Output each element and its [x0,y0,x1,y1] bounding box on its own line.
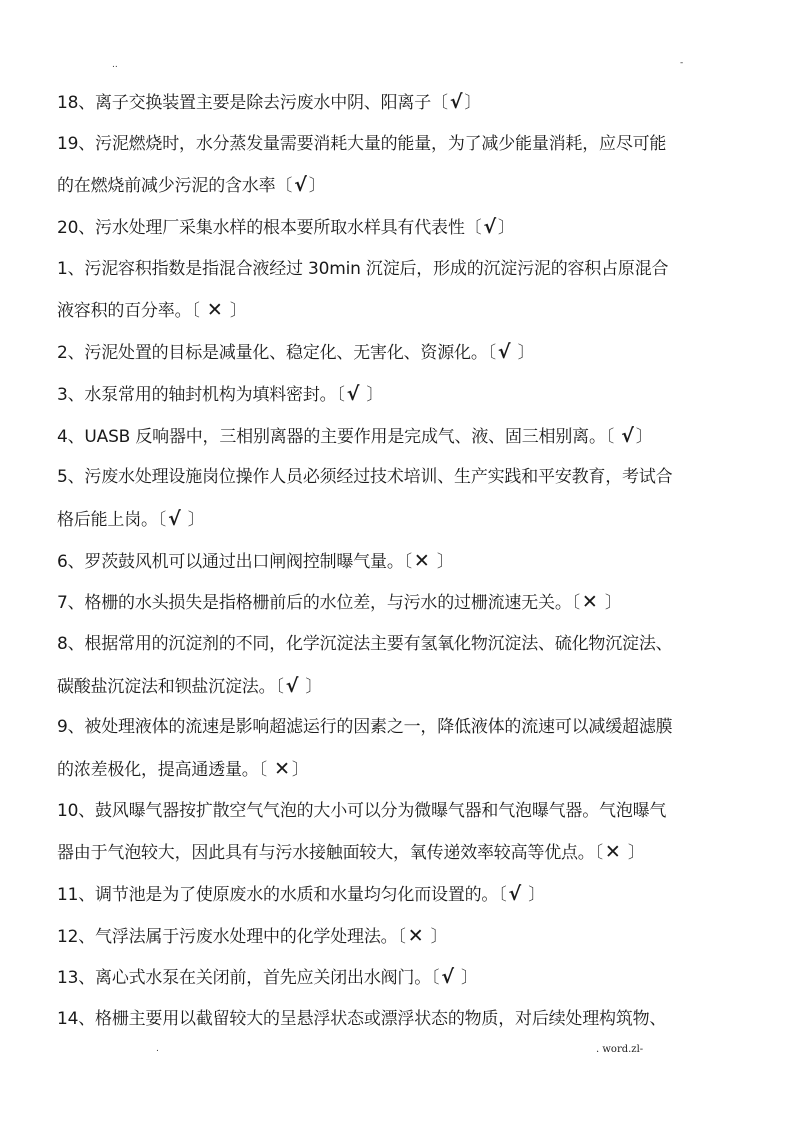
text-line: 4、UASB 反响器中，三相别离器的主要作用是完成气、液、固三相别离。〔 √ 〕 [57,416,747,458]
question-list [57,82,747,1041]
answer-mark: √ [285,674,299,697]
answer-mark: ✕ [604,841,621,864]
answer-mark: √ [497,341,511,364]
text-line: 19、污泥燃烧时，水分蒸发量需要消耗大量的能量，为了减少能量消耗，应尽可能 [57,133,667,154]
footer-source: . word.zl- [596,1044,644,1055]
text-line: 器由于气泡较大，因此具有与污水接触面较大，氧传递效率较高等优点。〔 ✕ 〕 [57,832,747,874]
text-line: 14、格栅主要用以截留较大的呈悬浮状态或漂浮状态的物质，对后续处理构筑物、 [57,1009,667,1030]
text-line: 的浓差极化，提高通透量。〔 ✕ 〕 [57,749,747,791]
answer-mark: √ [346,382,360,405]
text-line: 8、根据常用的沉淀剂的不同，化学沉淀法主要有氢氧化物沉淀法、硫化物沉淀法、 [57,633,673,654]
text-line: 20、污水处理厂采集水样的根本要所取水样具有代表性〔 √ 〕 [57,207,747,249]
header-right-mark: - [680,58,684,68]
footer-left-mark: . [156,1044,159,1054]
text-line: 9、被处理液体的流速是影响超滤运行的因素之一，降低液体的流速可以减缓超滤膜 [57,717,673,738]
text-line: 格后能上岗。〔 √ 〕 [57,499,747,541]
answer-mark: ✕ [413,549,430,572]
text-line: 碳酸盐沉淀法和钡盐沉淀法。〔 √ 〕 [57,666,747,708]
text-line: 18、离子交换装置主要是除去污废水中阴、阳离子〔 √ 〕 [57,82,747,124]
text-line: 3、水泵常用的轴封机构为填料密封。〔 √ 〕 [57,374,747,416]
text-line: 5、污废水处理设施岗位操作人员必须经过技术培训、生产实践和平安教育，考试合 [57,467,673,488]
text-line: 液容积的百分率。〔 ✕ 〕 [57,290,747,332]
text-line: 13、离心式水泵在关闭前，首先应关闭出水阀门。〔 √ 〕 [57,957,747,999]
answer-mark: √ [449,91,463,113]
text-line: 6、罗茨鼓风机可以通过出口闸阀控制曝气量。〔 ✕ 〕 [57,541,747,583]
text-line: 7、格栅的水头损失是指格栅前后的水位差，与污水的过栅流速无关。〔 ✕ 〕 [57,582,747,624]
answer-mark: √ [441,966,454,989]
text-line: 1、污泥容积指数是指混合液经过 30min 沉淀后，形成的沉淀污泥的容积占原混合 [57,258,669,279]
answer-mark: √ [621,424,634,447]
answer-mark: ✕ [407,924,424,947]
text-line: 11、调节池是为了使原废水的水质和水量均匀化而设置的。〔 √ 〕 [57,874,747,916]
answer-mark: ✕ [274,758,290,780]
answer-mark: ✕ [581,591,598,614]
header-left-mark: .. [112,60,118,70]
text-line: 2、污泥处置的目标是减量化、稳定化、无害化、资源化。〔 √ 〕 [57,332,747,374]
text-line: 10、鼓风曝气器按扩散空气气泡的大小可以分为微曝气器和气泡曝气器。气泡曝气 [57,800,667,821]
text-line: 12、气浮法属于污废水处理中的化学处理法。〔 ✕ 〕 [57,916,747,958]
answer-mark: √ [508,883,522,906]
answer-mark: √ [483,216,496,239]
answer-mark: √ [168,507,181,530]
answer-mark: ✕ [206,299,223,322]
answer-mark: √ [294,174,307,197]
text-line: 的在燃烧前减少污泥的含水率〔 √ 〕 [57,165,747,207]
